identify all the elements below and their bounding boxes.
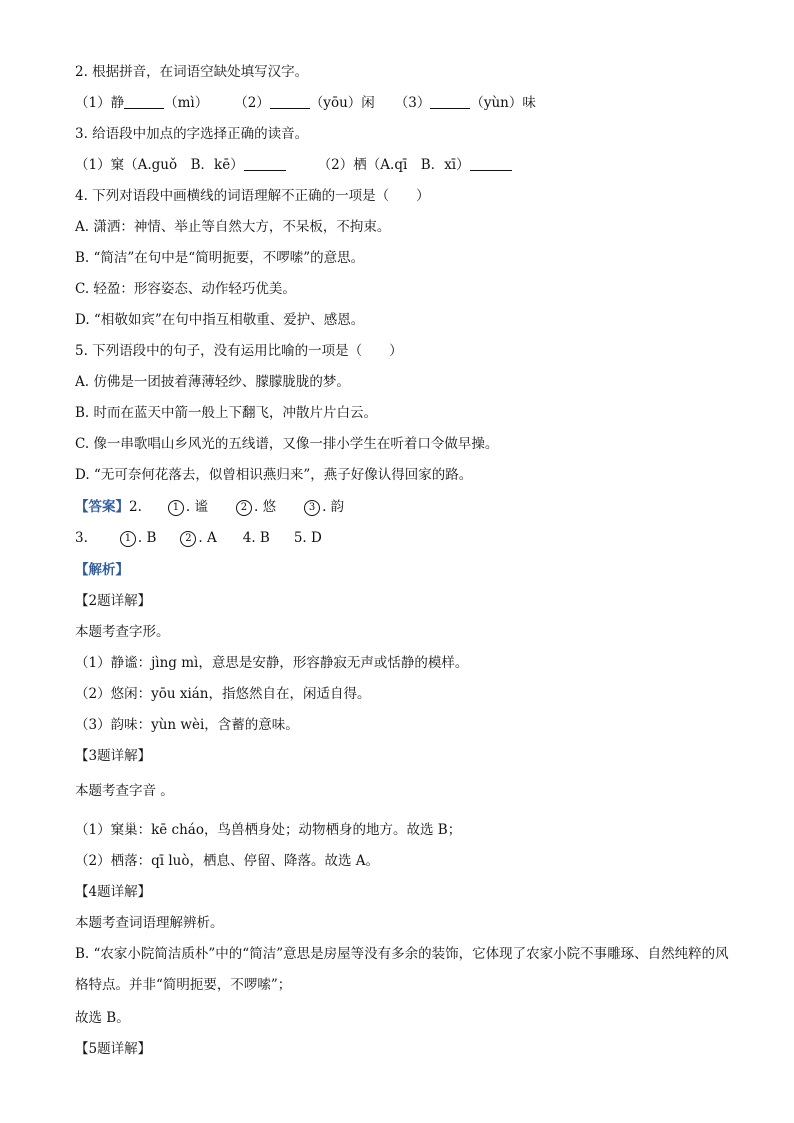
answer-blank[interactable] — [430, 96, 470, 109]
detail-4-intro: 本题考查词语理解辨析。 — [75, 915, 224, 931]
q4-option-d: D. “相敬如宾”在句中指互相敬重、爱护、感恩。 — [75, 312, 365, 328]
detail-2-intro: 本题考查字形。 — [75, 624, 170, 640]
detail-3-item2: （2）栖落：qī luò，栖息、停留、降落。故选 A。 — [75, 853, 380, 869]
q5-option-b: B. 时而在蓝天中箭一般上下翻飞，冲散片片白云。 — [75, 405, 378, 421]
answer-line-1 — [75, 497, 734, 517]
q3-title: 3. 给语段中加点的字选择正确的读音。 — [75, 126, 309, 142]
answer-blank[interactable] — [124, 96, 164, 109]
detail-3-intro: 本题考查字音 。 — [75, 783, 174, 799]
q2-item3-prefix: （3） — [394, 95, 431, 111]
detail-3-item1: （1）窠巢：kē cháo，鸟兽栖身处；动物栖身的地方。故选 B； — [75, 822, 462, 838]
q3-item2: （2）栖（A.qī B．xī） — [317, 157, 470, 173]
answer-2-3: . 韵 — [322, 499, 345, 515]
answer-4: 4. B — [242, 530, 270, 546]
q2-items — [75, 93, 734, 113]
answer-2-1: . 谧 — [185, 499, 208, 515]
q4-option-b: B. “简洁”在句中是“简明扼要，不啰嗦”的意思。 — [75, 250, 365, 266]
q2-item2-suffix: （yōu）闲 — [309, 95, 375, 111]
q2-item2-prefix: （2） — [234, 95, 270, 111]
q5-option-d: D. “无可奈何花落去，似曾相识燕归来”，燕子好像认得回家的路。 — [75, 467, 473, 483]
answer-blank[interactable] — [470, 158, 512, 171]
circled-number-2: 2 — [180, 531, 196, 547]
detail-2-item1: （1）静谧：jìng mì，意思是安静，形容静寂无声或恬静的模样。 — [75, 655, 469, 671]
detail-2-item2: （2）悠闲：yōu xián，指悠然自在，闲适自得。 — [75, 686, 371, 702]
q4-option-a: A. 潇洒：神情、举止等自然大方，不呆板，不拘束。 — [75, 219, 391, 235]
answer-5: 5. D — [293, 530, 322, 546]
answer-line-2 — [75, 528, 734, 548]
circled-number-1: 1 — [168, 500, 184, 516]
answer-3-prefix: 3. — [75, 530, 88, 546]
q2-item3-suffix: （yùn）味 — [470, 95, 536, 111]
detail-4-conclusion: 故选 B。 — [75, 1010, 130, 1026]
q2-item1-prefix: （1）静 — [75, 95, 125, 111]
detail-5-title: 【5题详解】 — [75, 1041, 152, 1057]
detail-2-item3: （3）韵味：yùn wèi，含蓄的意味。 — [75, 717, 299, 733]
detail-3-title: 【3题详解】 — [75, 748, 152, 764]
answer-label: 【答案】 — [75, 499, 129, 515]
q3-items — [75, 155, 734, 175]
q5-option-c: C. 像一串歌唱山乡风光的五线谱，又像一排小学生在听着口令做早操。 — [75, 436, 499, 452]
circled-number-2: 2 — [236, 500, 252, 516]
q5-title: 5. 下列语段中的句子，没有运用比喻的一项是（ ） — [75, 343, 403, 359]
answer-blank[interactable] — [270, 96, 310, 109]
q2-title: 2. 根据拼音，在词语空缺处填写汉字。 — [75, 64, 309, 80]
analysis-label: 【解析】 — [75, 562, 129, 578]
q3-item1: （1）窠（A.guǒ B．kē） — [75, 157, 244, 173]
answer-blank[interactable] — [244, 158, 286, 171]
detail-4-body: B. “农家小院简洁质朴”中的“简洁”意思是房屋等没有多余的装饰，它体现了农家小院不事雕琢、自然纯粹的风格特点。并非“简明扼要，不啰嗦”； — [75, 946, 729, 993]
answer-3-2: . A — [198, 530, 217, 546]
answer-prefix: 2. — [129, 499, 142, 515]
q4-title: 4. 下列对语段中画横线的词语理解不正确的一项是（ ） — [75, 188, 430, 204]
q4-option-c: C. 轻盈：形容姿态、动作轻巧优美。 — [75, 281, 296, 297]
answer-3-1: . B — [137, 530, 157, 546]
detail-2-title: 【2题详解】 — [75, 593, 152, 609]
q5-option-a: A. 仿佛是一团披着薄薄轻纱、朦朦胧胧的梦。 — [75, 374, 350, 390]
answer-2-2: . 悠 — [253, 499, 277, 515]
circled-number-1: 1 — [120, 531, 136, 547]
circled-number-3: 3 — [304, 500, 320, 516]
q2-item1-suffix: （mì） — [164, 95, 209, 111]
detail-4-title: 【4题详解】 — [75, 884, 152, 900]
